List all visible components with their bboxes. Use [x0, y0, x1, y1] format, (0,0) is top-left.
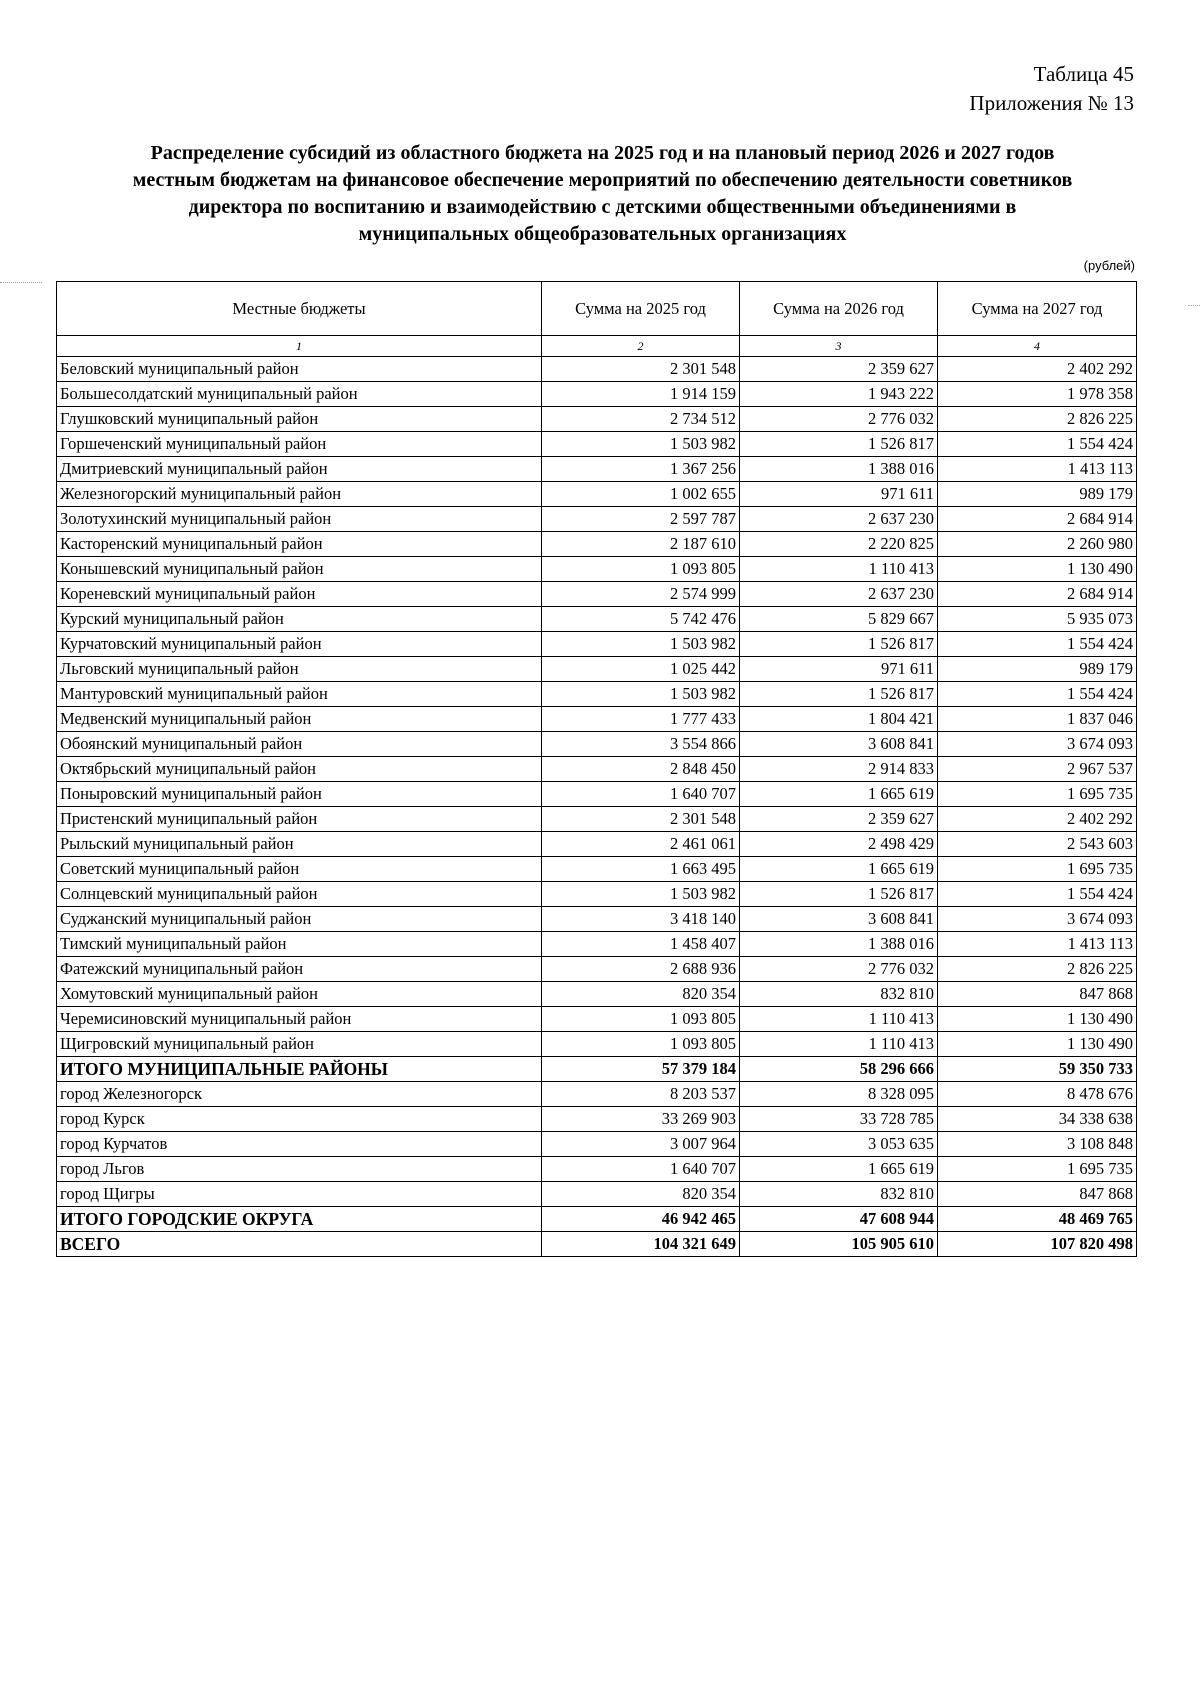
amount-2027-cell: 107 820 498	[938, 1232, 1137, 1257]
column-number: 1	[57, 336, 542, 357]
amount-2025-cell: 1 093 805	[542, 1007, 740, 1032]
budget-name-cell: город Железногорск	[57, 1082, 542, 1107]
budget-name-cell: город Льгов	[57, 1157, 542, 1182]
amount-2026-cell: 2 914 833	[740, 757, 938, 782]
amount-2027-cell: 48 469 765	[938, 1207, 1137, 1232]
amount-2027-cell: 1 695 735	[938, 782, 1137, 807]
amount-2025-cell: 2 301 548	[542, 807, 740, 832]
amount-2026-cell: 971 611	[740, 482, 938, 507]
amount-2027-cell: 2 260 980	[938, 532, 1137, 557]
amount-2026-cell: 105 905 610	[740, 1232, 938, 1257]
table-row	[57, 832, 1137, 857]
table-label: Таблица 45	[1033, 62, 1134, 86]
table-row	[57, 882, 1137, 907]
amount-2025-cell: 1 640 707	[542, 782, 740, 807]
table-row	[57, 357, 1137, 382]
table-row	[57, 557, 1137, 582]
amount-2026-cell: 8 328 095	[740, 1082, 938, 1107]
amount-2025-cell: 1 640 707	[542, 1157, 740, 1182]
amount-2026-cell: 1 665 619	[740, 857, 938, 882]
amount-2027-cell: 3 674 093	[938, 907, 1137, 932]
amount-2027-cell: 989 179	[938, 482, 1137, 507]
amount-2026-cell: 1 110 413	[740, 557, 938, 582]
amount-2027-cell: 2 402 292	[938, 357, 1137, 382]
amount-2026-cell: 2 498 429	[740, 832, 938, 857]
amount-2027-cell: 1 837 046	[938, 707, 1137, 732]
amount-2026-cell: 3 608 841	[740, 732, 938, 757]
amount-2026-cell: 971 611	[740, 657, 938, 682]
amount-2026-cell: 832 810	[740, 1182, 938, 1207]
amount-2027-cell: 2 543 603	[938, 832, 1137, 857]
table-row	[57, 1182, 1137, 1207]
budget-name-cell: Обоянский муниципальный район	[57, 732, 542, 757]
table-row	[57, 532, 1137, 557]
amount-2026-cell: 1 943 222	[740, 382, 938, 407]
budget-name-cell: Солнцевский муниципальный район	[57, 882, 542, 907]
amount-2026-cell: 1 388 016	[740, 932, 938, 957]
budget-name-cell: Курчатовский муниципальный район	[57, 632, 542, 657]
table-row	[57, 757, 1137, 782]
table-row	[57, 732, 1137, 757]
table-row	[57, 632, 1137, 657]
column-number: 3	[740, 336, 938, 357]
amount-2026-cell: 1 804 421	[740, 707, 938, 732]
document-title	[70, 140, 1135, 248]
appendix-label: Приложения № 13	[969, 91, 1134, 115]
budget-name-cell: ИТОГО ГОРОДСКИЕ ОКРУГА	[57, 1207, 542, 1232]
budget-name-cell: Хомутовский муниципальный район	[57, 982, 542, 1007]
scan-artifact	[0, 282, 42, 283]
amount-2027-cell: 1 554 424	[938, 682, 1137, 707]
budget-name-cell: город Курск	[57, 1107, 542, 1132]
budget-name-cell: Рыльский муниципальный район	[57, 832, 542, 857]
amount-2027-cell: 1 554 424	[938, 632, 1137, 657]
amount-2026-cell: 3 608 841	[740, 907, 938, 932]
budget-name-cell: ИТОГО МУНИЦИПАЛЬНЫЕ РАЙОНЫ	[57, 1057, 542, 1082]
column-header-budgets: Местные бюджеты	[57, 282, 542, 336]
amount-2025-cell: 1 503 982	[542, 682, 740, 707]
amount-2027-cell: 847 868	[938, 982, 1137, 1007]
amount-2026-cell: 1 665 619	[740, 782, 938, 807]
amount-2027-cell: 847 868	[938, 1182, 1137, 1207]
table-row	[57, 657, 1137, 682]
amount-2025-cell: 57 379 184	[542, 1057, 740, 1082]
amount-2025-cell: 2 848 450	[542, 757, 740, 782]
amount-2026-cell: 1 110 413	[740, 1007, 938, 1032]
amount-2025-cell: 1 093 805	[542, 557, 740, 582]
subsidy-table	[56, 281, 1137, 1257]
table-row	[57, 382, 1137, 407]
amount-2026-cell: 33 728 785	[740, 1107, 938, 1132]
amount-2025-cell: 1 914 159	[542, 382, 740, 407]
amount-2025-cell: 820 354	[542, 1182, 740, 1207]
amount-2027-cell: 1 130 490	[938, 1007, 1137, 1032]
table-row	[57, 607, 1137, 632]
amount-2027-cell: 1 130 490	[938, 1032, 1137, 1057]
column-number-row	[57, 336, 1137, 357]
amount-2027-cell: 59 350 733	[938, 1057, 1137, 1082]
table-row	[57, 982, 1137, 1007]
amount-2025-cell: 104 321 649	[542, 1232, 740, 1257]
amount-2027-cell: 5 935 073	[938, 607, 1137, 632]
amount-2025-cell: 2 301 548	[542, 357, 740, 382]
amount-2025-cell: 1 458 407	[542, 932, 740, 957]
budget-name-cell: Золотухинский муниципальный район	[57, 507, 542, 532]
table-row	[57, 432, 1137, 457]
amount-2025-cell: 1 367 256	[542, 457, 740, 482]
budget-name-cell: Медвенский муниципальный район	[57, 707, 542, 732]
table-row	[57, 457, 1137, 482]
amount-2027-cell: 1 413 113	[938, 457, 1137, 482]
amount-2027-cell: 2 826 225	[938, 407, 1137, 432]
table-row	[57, 407, 1137, 432]
amount-2025-cell: 1 663 495	[542, 857, 740, 882]
amount-2025-cell: 1 777 433	[542, 707, 740, 732]
column-header-2027: Сумма на 2027 год	[938, 282, 1137, 336]
table-row	[57, 1132, 1137, 1157]
amount-2027-cell: 1 978 358	[938, 382, 1137, 407]
table-row	[57, 1107, 1137, 1132]
title-line: директора по воспитанию и взаимодействию с детскими общественными объединениями в	[188, 196, 1017, 218]
budget-name-cell: Касторенский муниципальный район	[57, 532, 542, 557]
table-row	[57, 682, 1137, 707]
amount-2027-cell: 989 179	[938, 657, 1137, 682]
table-row	[57, 582, 1137, 607]
column-header-2026: Сумма на 2026 год	[740, 282, 938, 336]
amount-2025-cell: 1 503 982	[542, 632, 740, 657]
amount-2025-cell: 3 554 866	[542, 732, 740, 757]
amount-2027-cell: 2 684 914	[938, 582, 1137, 607]
amount-2027-cell: 1 695 735	[938, 857, 1137, 882]
budget-name-cell: Горшеченский муниципальный район	[57, 432, 542, 457]
amount-2026-cell: 2 637 230	[740, 507, 938, 532]
budget-name-cell: Кореневский муниципальный район	[57, 582, 542, 607]
budget-name-cell: Глушковский муниципальный район	[57, 407, 542, 432]
amount-2027-cell: 2 402 292	[938, 807, 1137, 832]
amount-2026-cell: 2 776 032	[740, 407, 938, 432]
column-header-2025: Сумма на 2025 год	[542, 282, 740, 336]
title-line: Распределение субсидий из областного бюджета на 2025 год и на плановый период 2026 и 2027 годов	[150, 142, 1055, 164]
budget-name-cell: Советский муниципальный район	[57, 857, 542, 882]
amount-2025-cell: 820 354	[542, 982, 740, 1007]
table-total-row	[57, 1232, 1137, 1257]
budget-name-cell: Пристенский муниципальный район	[57, 807, 542, 832]
table-row	[57, 507, 1137, 532]
column-number: 4	[938, 336, 1137, 357]
amount-2026-cell: 832 810	[740, 982, 938, 1007]
title-line: муниципальных общеобразовательных организациях	[358, 223, 847, 245]
amount-2027-cell: 1 695 735	[938, 1157, 1137, 1182]
amount-2025-cell: 1 503 982	[542, 882, 740, 907]
table-row	[57, 1032, 1137, 1057]
table-row	[57, 932, 1137, 957]
budget-name-cell: Октябрьский муниципальный район	[57, 757, 542, 782]
amount-2027-cell: 34 338 638	[938, 1107, 1137, 1132]
amount-2026-cell: 58 296 666	[740, 1057, 938, 1082]
amount-2027-cell: 3 108 848	[938, 1132, 1137, 1157]
amount-2025-cell: 3 007 964	[542, 1132, 740, 1157]
amount-2026-cell: 2 220 825	[740, 532, 938, 557]
amount-2026-cell: 1 665 619	[740, 1157, 938, 1182]
table-row	[57, 482, 1137, 507]
amount-2027-cell: 2 967 537	[938, 757, 1137, 782]
amount-2027-cell: 2 826 225	[938, 957, 1137, 982]
budget-name-cell: Черемисиновский муниципальный район	[57, 1007, 542, 1032]
amount-2025-cell: 1 093 805	[542, 1032, 740, 1057]
amount-2027-cell: 1 554 424	[938, 882, 1137, 907]
budget-name-cell: Дмитриевский муниципальный район	[57, 457, 542, 482]
budget-name-cell: Беловский муниципальный район	[57, 357, 542, 382]
amount-2027-cell: 1 413 113	[938, 932, 1137, 957]
table-row	[57, 857, 1137, 882]
amount-2026-cell: 2 359 627	[740, 357, 938, 382]
amount-2025-cell: 8 203 537	[542, 1082, 740, 1107]
amount-2025-cell: 2 574 999	[542, 582, 740, 607]
amount-2025-cell: 2 597 787	[542, 507, 740, 532]
amount-2025-cell: 33 269 903	[542, 1107, 740, 1132]
amount-2026-cell: 1 526 817	[740, 682, 938, 707]
amount-2026-cell: 47 608 944	[740, 1207, 938, 1232]
amount-2027-cell: 1 130 490	[938, 557, 1137, 582]
amount-2025-cell: 3 418 140	[542, 907, 740, 932]
scan-artifact	[1188, 305, 1200, 306]
table-row	[57, 1157, 1137, 1182]
table-total-row	[57, 1207, 1137, 1232]
amount-2027-cell: 2 684 914	[938, 507, 1137, 532]
units-label: (рублей)	[1083, 258, 1135, 273]
amount-2025-cell: 1 025 442	[542, 657, 740, 682]
amount-2026-cell: 1 526 817	[740, 432, 938, 457]
budget-name-cell: Фатежский муниципальный район	[57, 957, 542, 982]
amount-2025-cell: 2 187 610	[542, 532, 740, 557]
budget-name-cell: Мантуровский муниципальный район	[57, 682, 542, 707]
amount-2027-cell: 3 674 093	[938, 732, 1137, 757]
table-total-row	[57, 1057, 1137, 1082]
budget-name-cell: Щигровский муниципальный район	[57, 1032, 542, 1057]
table-row	[57, 707, 1137, 732]
column-number: 2	[542, 336, 740, 357]
amount-2026-cell: 2 637 230	[740, 582, 938, 607]
amount-2025-cell: 2 461 061	[542, 832, 740, 857]
budget-name-cell: Суджанский муниципальный район	[57, 907, 542, 932]
amount-2025-cell: 2 688 936	[542, 957, 740, 982]
table-body	[57, 357, 1137, 1257]
amount-2025-cell: 1 503 982	[542, 432, 740, 457]
amount-2026-cell: 2 359 627	[740, 807, 938, 832]
budget-name-cell: Льговский муниципальный район	[57, 657, 542, 682]
table-row	[57, 1007, 1137, 1032]
table-header-row	[57, 282, 1137, 336]
document-reference	[969, 60, 1134, 118]
budget-name-cell: Курский муниципальный район	[57, 607, 542, 632]
amount-2026-cell: 1 526 817	[740, 632, 938, 657]
budget-name-cell: Большесолдатский муниципальный район	[57, 382, 542, 407]
amount-2027-cell: 8 478 676	[938, 1082, 1137, 1107]
budget-name-cell: город Курчатов	[57, 1132, 542, 1157]
table-row	[57, 957, 1137, 982]
amount-2025-cell: 46 942 465	[542, 1207, 740, 1232]
table-row	[57, 907, 1137, 932]
amount-2026-cell: 3 053 635	[740, 1132, 938, 1157]
budget-name-cell: Железногорский муниципальный район	[57, 482, 542, 507]
table-row	[57, 807, 1137, 832]
table-row	[57, 1082, 1137, 1107]
amount-2025-cell: 1 002 655	[542, 482, 740, 507]
amount-2026-cell: 5 829 667	[740, 607, 938, 632]
amount-2026-cell: 1 110 413	[740, 1032, 938, 1057]
budget-name-cell: ВСЕГО	[57, 1232, 542, 1257]
amount-2025-cell: 5 742 476	[542, 607, 740, 632]
amount-2026-cell: 2 776 032	[740, 957, 938, 982]
budget-name-cell: Тимский муниципальный район	[57, 932, 542, 957]
table-row	[57, 782, 1137, 807]
amount-2027-cell: 1 554 424	[938, 432, 1137, 457]
budget-name-cell: Конышевский муниципальный район	[57, 557, 542, 582]
amount-2026-cell: 1 526 817	[740, 882, 938, 907]
amount-2026-cell: 1 388 016	[740, 457, 938, 482]
budget-name-cell: город Щигры	[57, 1182, 542, 1207]
amount-2025-cell: 2 734 512	[542, 407, 740, 432]
title-line: местным бюджетам на финансовое обеспечение мероприятий по обеспечению деятельности советников	[132, 169, 1073, 191]
budget-name-cell: Поныровский муниципальный район	[57, 782, 542, 807]
